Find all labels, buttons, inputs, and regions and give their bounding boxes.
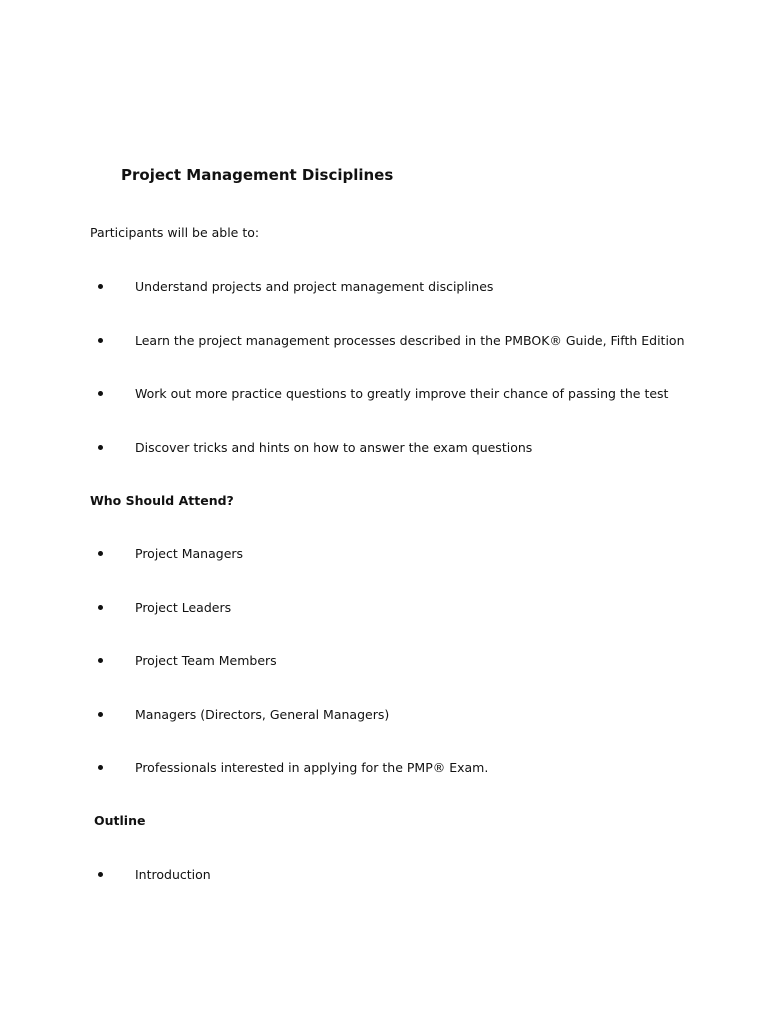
objective-item (0, 440, 768, 456)
bullet-icon (98, 712, 103, 717)
bullet-icon (98, 605, 103, 610)
audience-text: Professionals interested in applying for the PMP® Exam. (135, 760, 489, 775)
outline-item (0, 867, 768, 883)
objective-text: Learn the project management processes described in the PMBOK® Guide, Fifth Edition (135, 333, 685, 348)
objective-item (0, 333, 768, 349)
bullet-icon (98, 765, 103, 770)
objective-text: Work out more practice questions to greatly improve their chance of passing the test (135, 386, 669, 401)
objective-item (0, 386, 768, 402)
bullet-icon (98, 551, 103, 556)
intro-text: Participants will be able to: (90, 225, 260, 240)
audience-item (0, 546, 768, 562)
objective-item (0, 279, 768, 295)
objective-text: Discover tricks and hints on how to answer the exam questions (135, 440, 533, 455)
audience-item (0, 707, 768, 723)
audience-text: Project Team Members (135, 653, 277, 668)
document-title: Project Management Disciplines (121, 166, 394, 184)
audience-item (0, 760, 768, 776)
bullet-icon (98, 872, 103, 877)
bullet-icon (98, 284, 103, 289)
audience-item (0, 600, 768, 616)
outline-text: Introduction (135, 867, 211, 882)
audience-item (0, 653, 768, 669)
audience-text: Managers (Directors, General Managers) (135, 707, 390, 722)
bullet-icon (98, 338, 103, 343)
audience-text: Project Leaders (135, 600, 232, 615)
audience-heading: Who Should Attend? (90, 493, 234, 508)
bullet-icon (98, 445, 103, 450)
bullet-icon (98, 658, 103, 663)
outline-heading: Outline (94, 813, 146, 828)
bullet-icon (98, 391, 103, 396)
objective-text: Understand projects and project management disciplines (135, 279, 494, 294)
audience-text: Project Managers (135, 546, 244, 561)
